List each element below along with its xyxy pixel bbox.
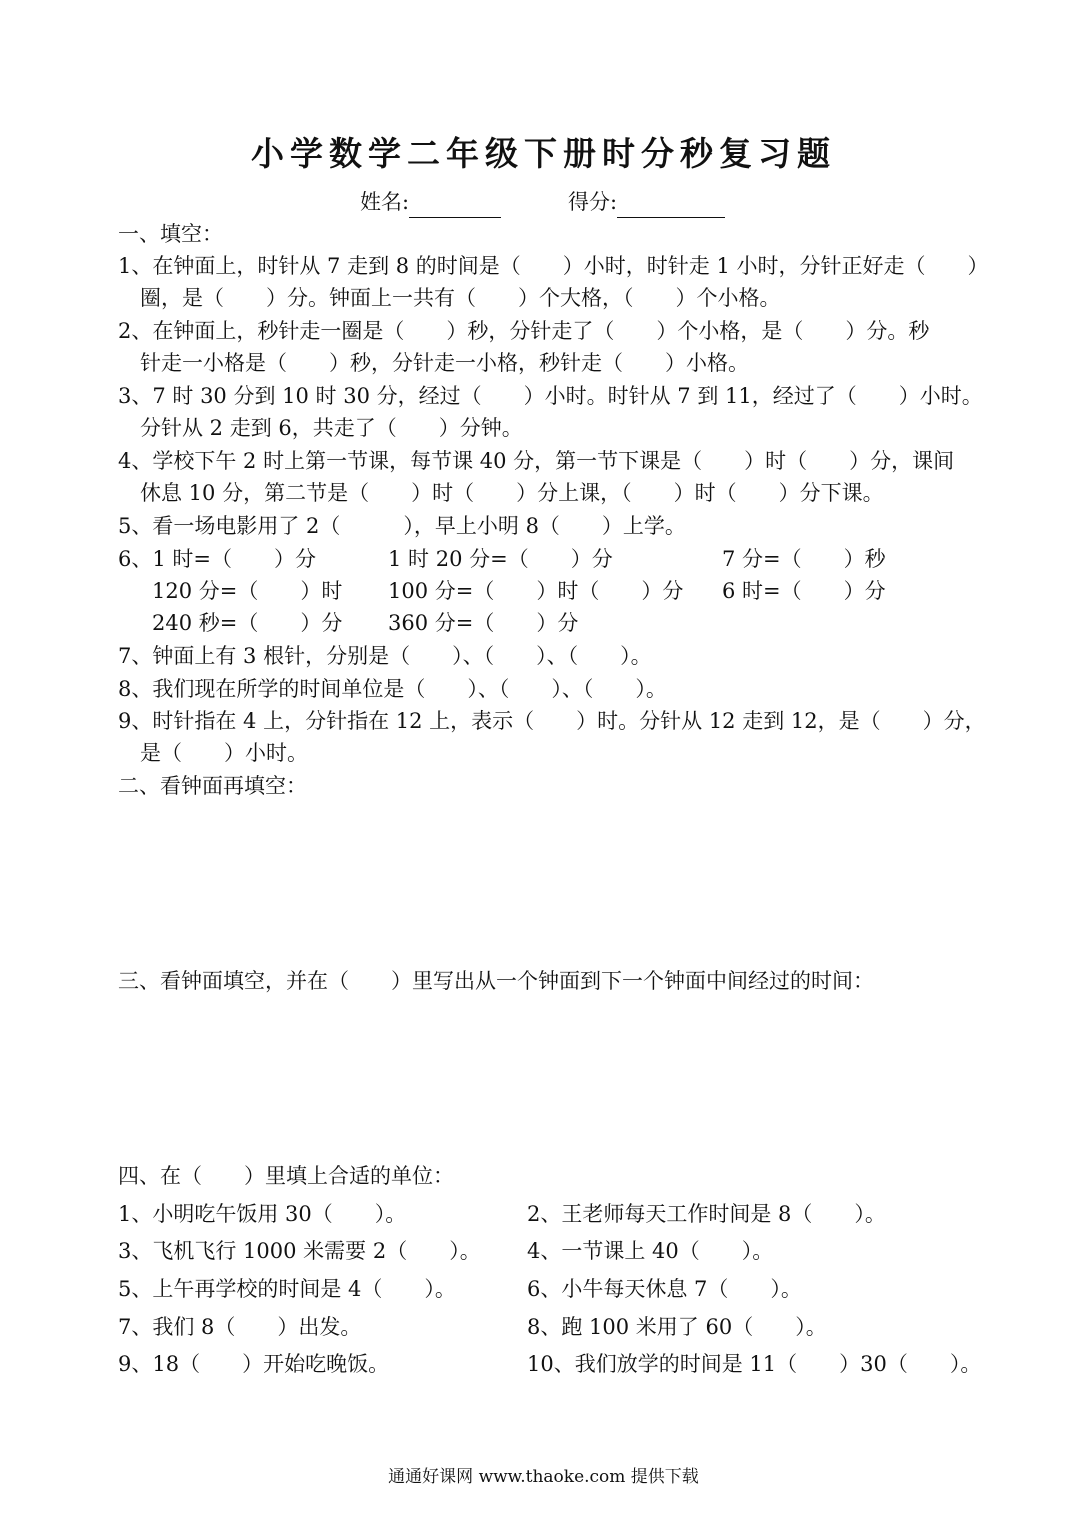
section1-heading: 一、填空： [118,222,223,246]
section4-heading: 四、在（ ）里填上合适的单位： [118,1164,454,1188]
s4-item-1: 1、小明吃午饭用 30（ ）。 [118,1202,407,1226]
score-colon: : [610,190,618,214]
name-field [360,186,501,218]
s4-item-6: 6、小牛每天休息 7（ ）。 [527,1277,802,1301]
q6-r1c3: 7 分=（ ）秒 [722,547,886,571]
s4-item-10: 10、我们放学的时间是 11（ ）30（ ）。 [527,1352,982,1376]
section2-heading: 二、看钟面再填空： [118,774,307,798]
section3-heading: 三、看钟面填空，并在（ ）里写出从一个钟面到下一个钟面中间经过的时间： [118,969,874,993]
q6-r1c2: 1 时 20 分=（ ）分 [388,547,613,571]
q4-line1: 4、学校下午 2 时上第一节课，每节课 40 分，第一节下课是（ ）时（ ）分，课间 [118,449,955,473]
q6-r1c1: 6、1 时=（ ）分 [118,547,316,571]
footer-credit: 通通好课网 www.thaoke.com 提供下载 [388,1467,699,1487]
s4-item-5: 5、上午再学校的时间是 4（ ）。 [118,1277,456,1301]
q3-line2: 分针从 2 走到 6，共走了（ ）分钟。 [140,416,523,440]
page-title: 小学数学二年级下册时分秒复习题 [251,134,836,173]
q4-line2: 休息 10 分，第二节是（ ）时（ ）分上课，（ ）时（ ）分下课。 [140,481,884,505]
q6-r2c3: 6 时=（ ）分 [722,579,886,603]
score-blank [617,193,725,218]
s4-item-9: 9、18（ ）开始吃晚饭。 [118,1352,390,1376]
name-blank [409,193,501,218]
s4-item-4: 4、一节课上 40（ ）。 [527,1239,774,1263]
score-field [568,186,725,218]
q2-line1: 2、在钟面上，秒针走一圈是（ ）秒，分针走了（ ）个小格，是（ ）分。秒 [118,319,930,343]
s4-item-2: 2、王老师每天工作时间是 8（ ）。 [527,1202,886,1226]
score-label: 得分 [568,190,610,214]
q9-line2: 是（ ）小时。 [140,741,308,765]
s4-item-3: 3、飞机飞行 1000 米需要 2（ ）。 [118,1239,481,1263]
q6-r3c2: 360 分=（ ）分 [388,611,579,635]
q6-r2c2: 100 分=（ ）时（ ）分 [388,579,684,603]
q6-r2c1: 120 分=（ ）时 [152,579,343,603]
q1-line2: 圈，是（ ）分。钟面上一共有（ ）个大格，（ ）个小格。 [140,286,781,310]
q7-line: 7、钟面上有 3 根针，分别是（ ）、（ ）、（ ）。 [118,644,652,668]
q5-line: 5、看一场电影用了 2（ ），早上小明 8（ ）上学。 [118,514,686,538]
name-label: 姓名 [360,190,402,214]
q2-line2: 针走一小格是（ ）秒，分针走一小格，秒针走（ ）小格。 [140,351,749,375]
name-colon: : [402,190,410,214]
q1-line1: 1、在钟面上，时针从 7 走到 8 的时间是（ ）小时，时针走 1 小时，分针正好走（ ） [118,254,989,278]
q9-line1: 9、时针指在 4 上，分针指在 12 上，表示（ ）时。分针从 12 走到 12，是（ ）分， [118,709,986,733]
s4-item-8: 8、跑 100 米用了 60（ ）。 [527,1315,827,1339]
q6-r3c1: 240 秒=（ ）分 [152,611,343,635]
q8-line: 8、我们现在所学的时间单位是（ ）、（ ）、（ ）。 [118,677,667,701]
s4-item-7: 7、我们 8（ ）出发。 [118,1315,362,1339]
q3-line1: 3、7 时 30 分到 10 时 30 分，经过（ ）小时。时针从 7 到 11，经过了（ ）小时。 [118,384,983,408]
